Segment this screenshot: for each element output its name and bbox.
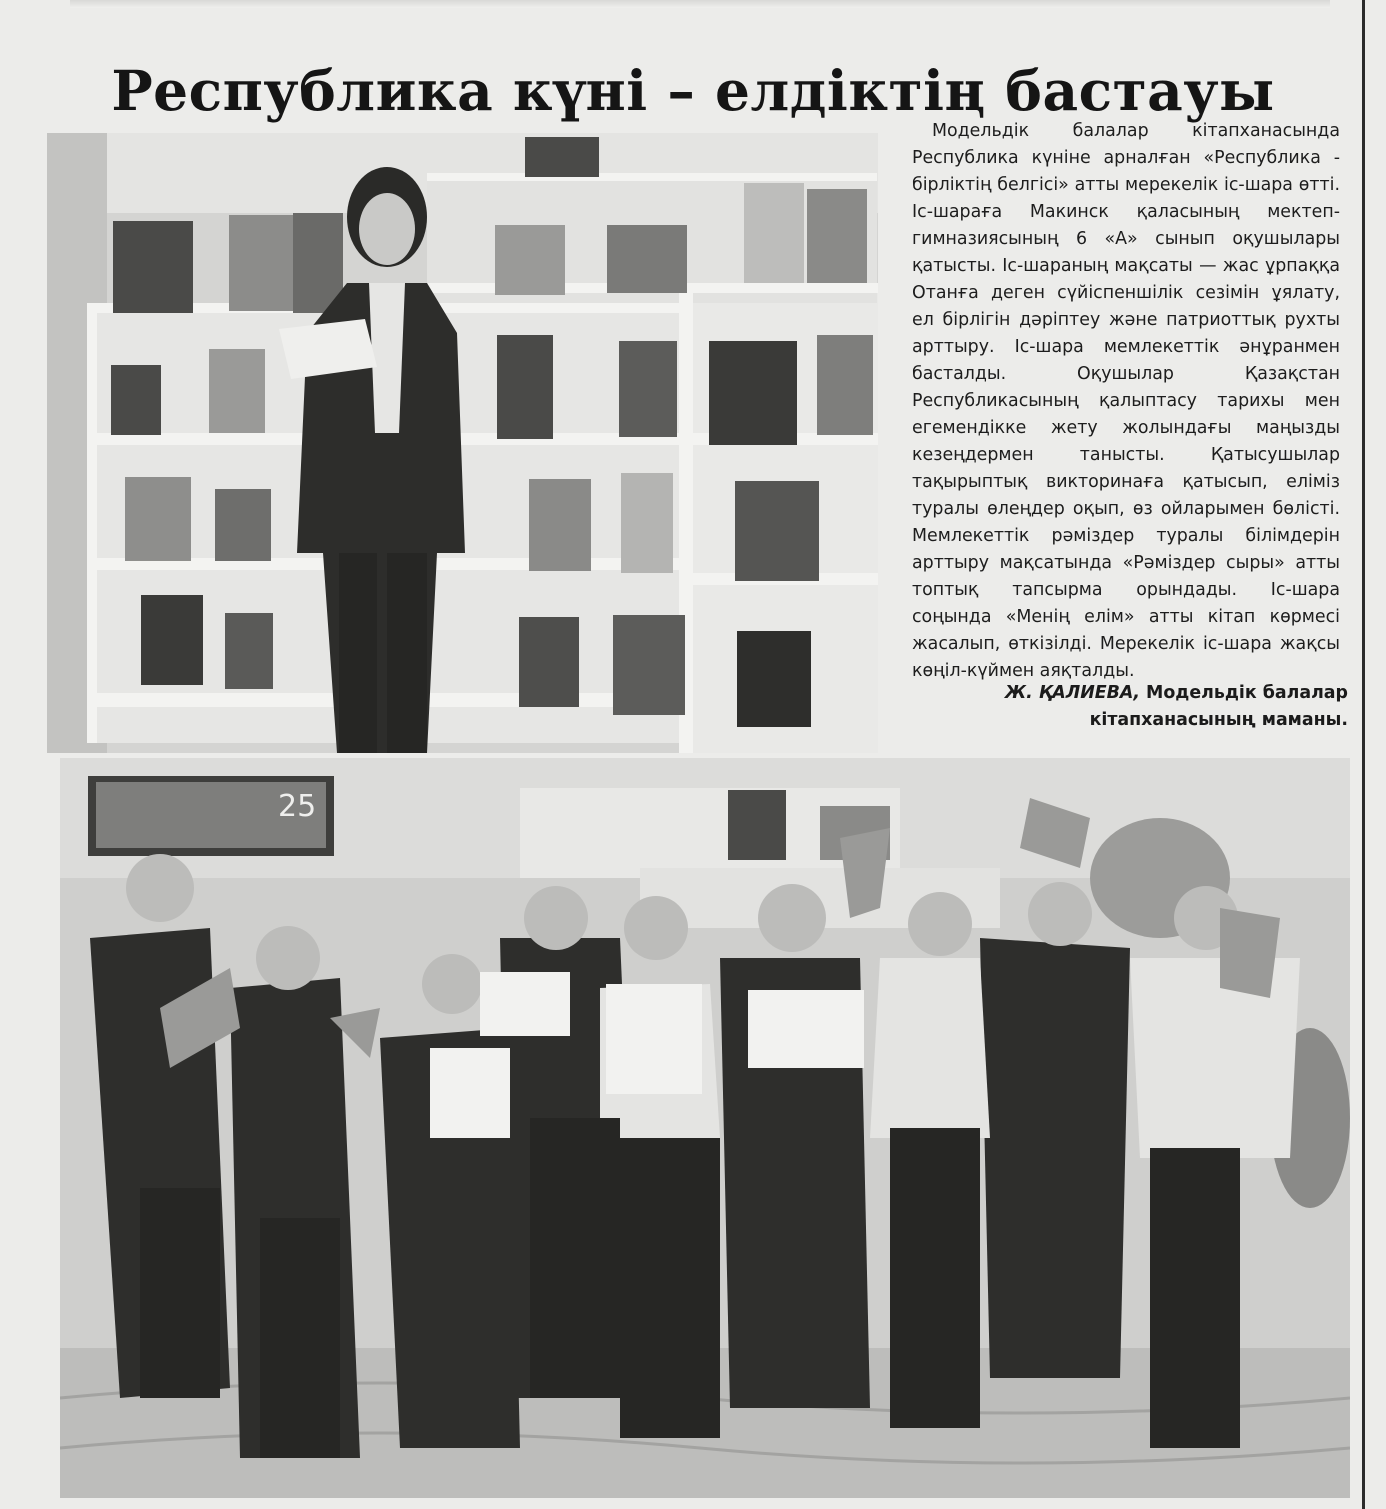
author-name: Ж. ҚАЛИЕВА, — [1004, 683, 1140, 703]
reader-at-bookshelf-photo — [47, 133, 878, 753]
column-divider-rule — [1362, 0, 1365, 1509]
headline: Республика күні – елдіктің бастауы — [111, 58, 1275, 123]
byline — [912, 680, 1348, 734]
article-paragraph: Модельдік балалар кітапханасында Республика күніне арналған «Республика - бірліктің белгісі» атты мерекелік іс-шара өтті. Іс-шараға Макинск қаласының мектеп-гимназиясының 6 «А» сынып оқушылары қатысты. Іс-шараның мақсаты — жас ұрпаққа Отанға деген сүйіспеншілік сезімін ұялату, ел бірлігін дәріптеу және патриоттық рухты арттыру. Іс-шара мемлекеттік әнұранмен басталды. Оқушылар Қазақстан Республикасының қалыптасу тарихы мен егемендікке жету жолындағы маңызды кезеңдермен танысты. Қатысушылар тақырыптық викторинаға қатысып, еліміз туралы өлеңдер оқып, өз ойларымен бөлісті. Мемлекеттік рәміздер туралы білімдерін арттыру мақсатында «Рәміздер сыры» атты топтық тапсырма орындады. Іс-шара соңында «Менің елім» атты кітап көрмесі жасалып, өткізілді. Мерекелік іс-шара жақсы көңіл-күймен аяқталды. — [912, 121, 1340, 681]
top-page-rule — [70, 0, 1330, 8]
group-with-flags-photo — [60, 758, 1350, 1498]
author-role-line1: Модельдік балалар — [1146, 683, 1348, 703]
article-body — [912, 118, 1340, 685]
author-role-line2: кітапханасының маманы. — [1089, 710, 1348, 730]
screen-number: 25 — [278, 789, 317, 824]
